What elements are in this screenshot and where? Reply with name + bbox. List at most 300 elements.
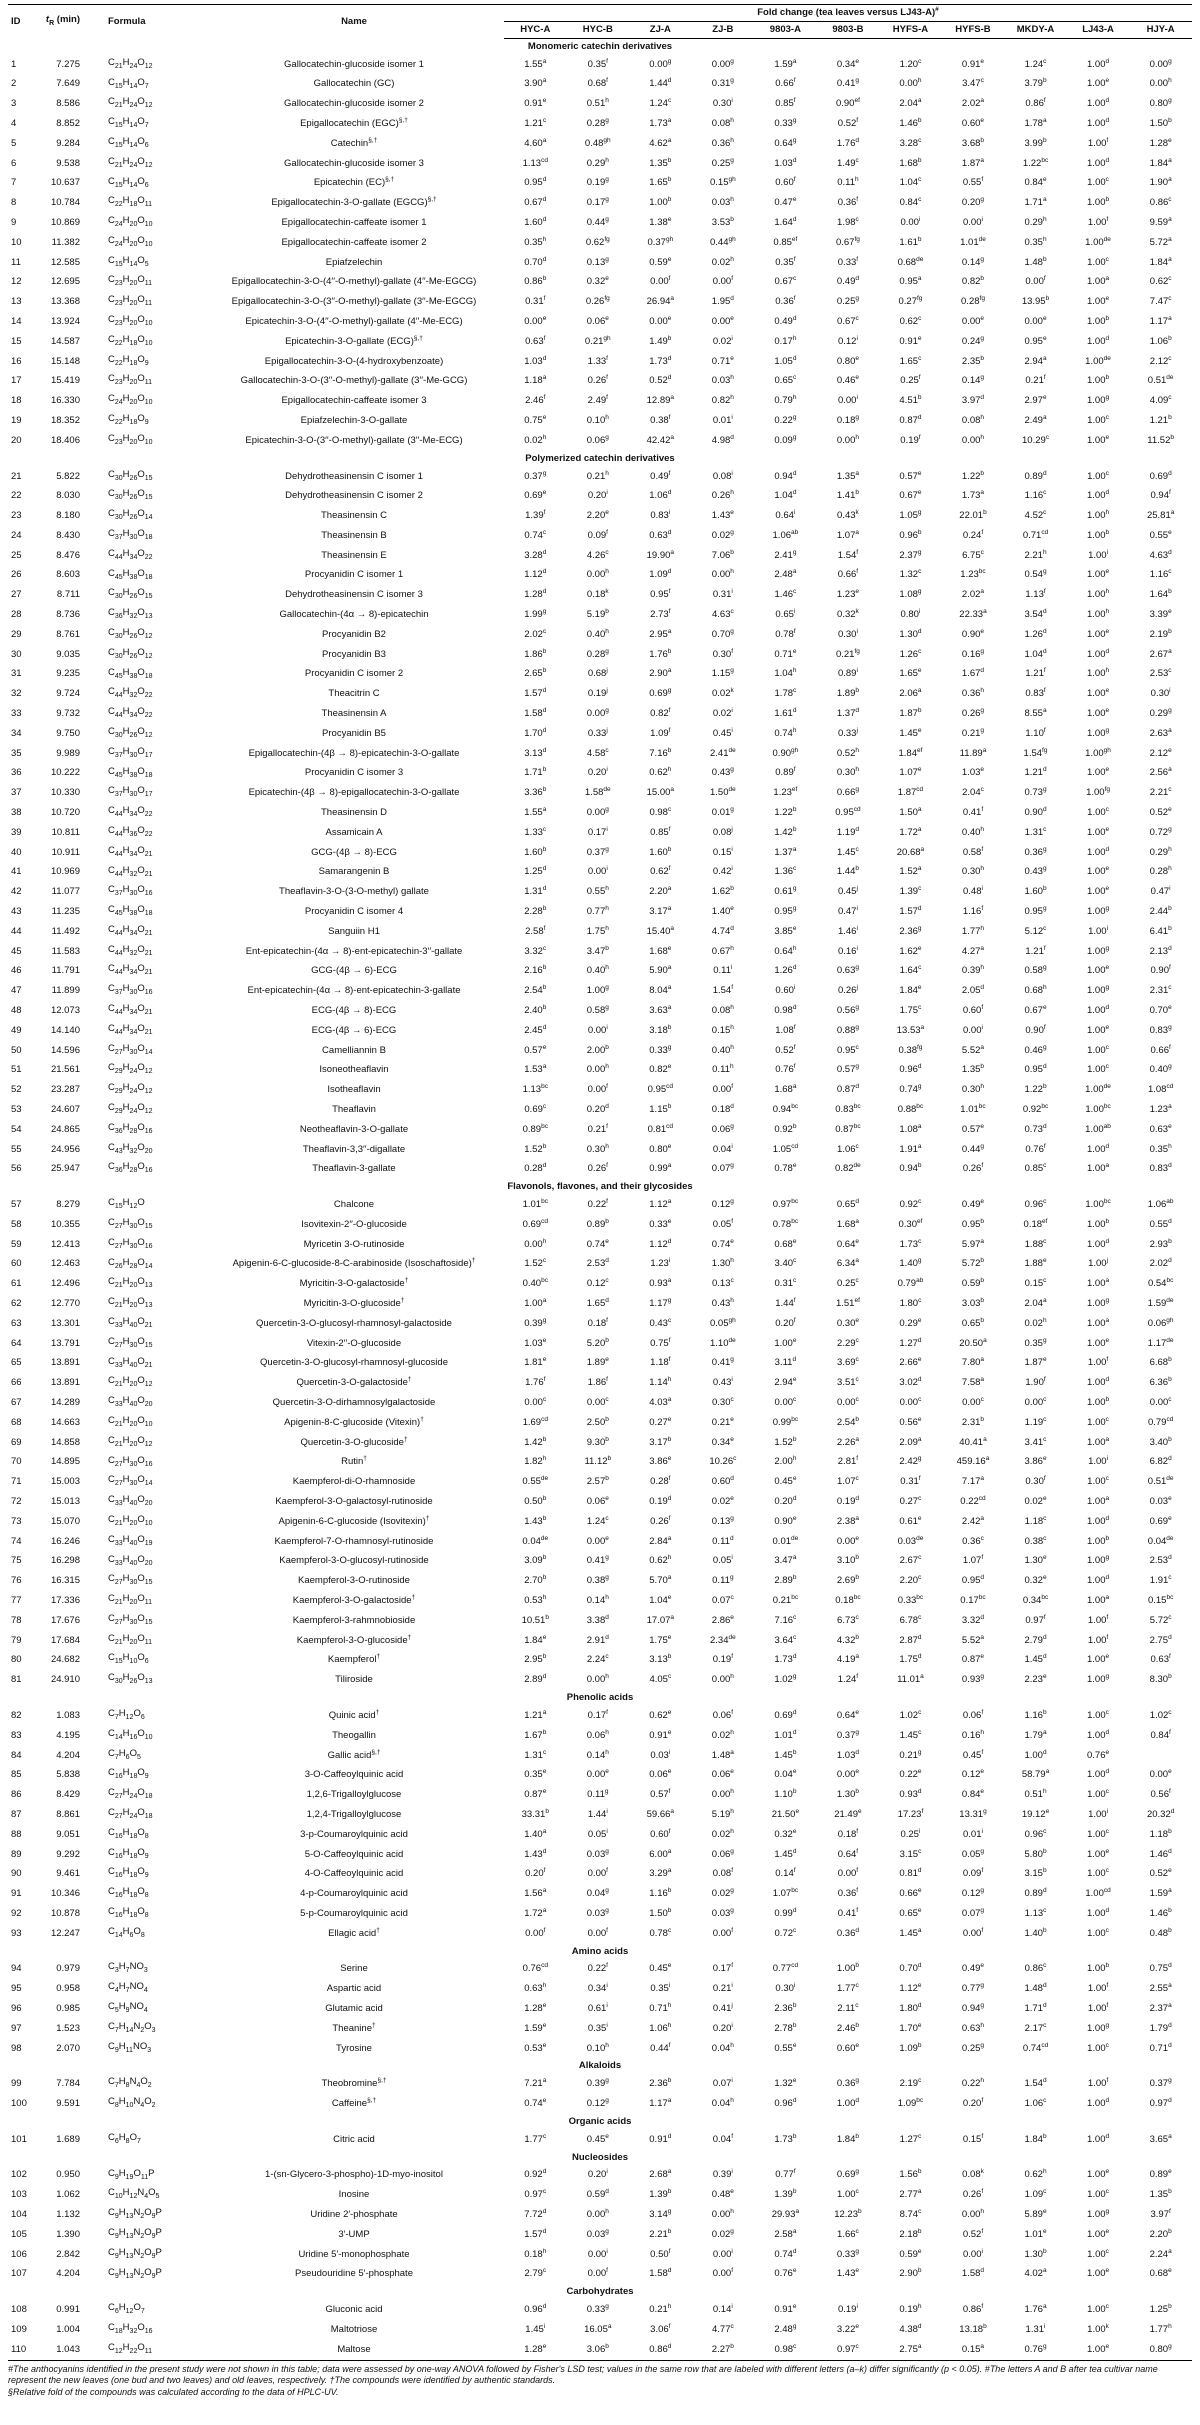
cell-fold-value: 1.61d	[774, 706, 797, 720]
cell-fold-value: 1.00e	[1086, 1847, 1110, 1860]
cell-name: Epigallocatechin-caffeate isomer 2	[281, 236, 427, 248]
cell-id: 60	[11, 1258, 22, 1270]
cell-fold-value: 3.28c	[899, 136, 922, 149]
cell-fold-value: 3.06f	[650, 2322, 671, 2335]
cell-formula: C5H9NO4	[108, 2001, 148, 2014]
cell-fold-value: 0.38f	[650, 413, 671, 426]
cell-tr: 8.861	[56, 1808, 80, 1820]
cell-fold-value: 2.65b	[524, 667, 547, 680]
cell-fold-value: 0.51de	[1147, 374, 1174, 387]
cell-fold-value: 0.55e	[774, 2041, 797, 2054]
cell-fold-value: 4.77c	[711, 2322, 734, 2335]
cell-fold-value: 12.89a	[646, 394, 675, 407]
cell-fold-value: 1.67d	[961, 667, 985, 680]
cell-id: 5	[11, 137, 17, 149]
cell-name: Epigallocatechin-3-O-gallate (EGCG)§,†	[271, 196, 437, 209]
cell-formula: C15H14O7	[108, 116, 149, 129]
cell-formula: C33H40O19	[108, 1533, 153, 1547]
cell-fold-value: 1.00c	[1087, 413, 1109, 426]
cell-fold-value: 3.90a	[524, 77, 547, 90]
cell-fold-value: 0.14i	[712, 2303, 733, 2316]
cell-fold-value: 0.00e	[836, 1768, 859, 1781]
cell-formula: C21H20O12	[108, 1434, 153, 1448]
cell-tr: 24.607	[50, 1104, 80, 1115]
cell-fold-value: 2.06a	[899, 687, 922, 700]
cell-fold-value: 1.00c	[1087, 805, 1109, 819]
table-row	[8, 744, 1192, 764]
cell-id: 16	[11, 355, 22, 367]
cell-fold-value: 0.80e	[836, 354, 859, 367]
cell-fold-value: 0.32e	[1024, 1574, 1047, 1587]
cell-fold-value: 19.90a	[646, 548, 675, 561]
cell-name: Procyanidin C isomer 3	[304, 767, 404, 779]
cell-tr: 14.858	[50, 1436, 80, 1448]
cell-tr: 1.689	[56, 2133, 80, 2145]
cell-fold-value: 1.54d	[1024, 2077, 1047, 2090]
cell-fold-value: 0.60d	[711, 1475, 734, 1488]
cell-fold-value: 0.95f	[650, 588, 671, 601]
cell-fold-value: 1.90f	[1025, 1376, 1046, 1389]
cell-tr: 11.077	[51, 886, 80, 898]
cell-fold-value: 1.00d	[1086, 2096, 1110, 2110]
cell-fold-value: 0.45f	[962, 1748, 984, 1761]
table-row	[8, 1314, 1192, 1334]
cell-fold-value: 1.00e	[1086, 2227, 1110, 2240]
cell-fold-value: 0.82h	[711, 394, 734, 407]
cell-name: Theobromine§,†	[321, 2077, 387, 2090]
cell-fold-value: 1.33c	[524, 825, 547, 838]
cell-fold-value: 2.37g	[899, 548, 922, 561]
cell-name: Theogallin	[332, 1729, 376, 1741]
cell-name: Apigenin-6-C-glucoside (Isovitexin)†	[278, 1514, 430, 1527]
cell-fold-value: 0.65e	[899, 1906, 922, 1919]
cell-fold-value: 0.93d	[899, 1787, 922, 1801]
cell-fold-value: 1.22b	[774, 805, 797, 819]
cell-fold-value: 0.06e	[711, 1768, 734, 1781]
cell-fold-value: 1.87e	[1024, 1356, 1047, 1369]
cell-formula: C7H8N4O2	[108, 2076, 152, 2090]
cell-fold-value: 0.43c	[649, 1316, 672, 1329]
cell-fold-value: 0.77f	[775, 2168, 796, 2181]
cell-fold-value: 0.51de	[1147, 1475, 1174, 1488]
cell-id: 82	[11, 1709, 22, 1721]
cell-fold-value: 1.03d	[836, 1748, 859, 1761]
cell-fold-value: 0.59e	[899, 2247, 922, 2260]
cell-fold-value: 1.00c	[1087, 1708, 1109, 1721]
cell-fold-value: 1.65e	[899, 667, 922, 680]
cell-fold-value: 0.93a	[649, 1277, 672, 1290]
cell-fold-value: 0.26g	[961, 706, 985, 720]
cell-fold-value: 0.36f	[837, 196, 859, 209]
cell-formula: C21H20O13	[108, 1296, 153, 1310]
cell-fold-value: 0.02e	[1024, 1494, 1047, 1508]
table-row	[8, 684, 1192, 704]
cell-fold-value: 1.00bc	[1085, 1102, 1111, 1115]
cell-tr: 13.891	[50, 1377, 80, 1389]
cell-tr: 8.180	[56, 510, 80, 522]
cell-fold-value: 1.14h	[649, 1376, 672, 1389]
cell-fold-value: 0.79h	[774, 394, 797, 407]
cell-fold-value: 0.71d	[1149, 2041, 1172, 2054]
cell-fold-value: 0.86c	[1149, 196, 1172, 209]
table-row	[8, 1413, 1192, 1433]
cell-fold-value: 0.00c	[837, 1395, 859, 1409]
cell-tr: 8.279	[56, 1199, 80, 1211]
cell-fold-value: 6.75c	[962, 548, 984, 561]
cell-fold-value: 0.21h	[649, 2303, 672, 2316]
cell-fold-value: 1.84ef	[898, 746, 923, 759]
cell-fold-value: 0.62e	[649, 1708, 672, 1721]
table-row	[8, 371, 1192, 391]
table-row	[8, 134, 1192, 154]
cell-fold-value: 4.09c	[1149, 394, 1172, 407]
cell-tr: 4.204	[56, 2268, 80, 2280]
cell-fold-value: 2.31b	[961, 1415, 985, 1428]
table-row	[8, 1195, 1192, 1215]
cell-fold-value: 0.38fg	[898, 1043, 923, 1056]
cell-fold-value: 9.30b	[586, 1435, 609, 1448]
cell-fold-value: 1.00a	[1086, 275, 1110, 288]
cell-fold-value: 2.66e	[899, 1356, 922, 1369]
cell-fold-value: 1.28e	[504, 2340, 567, 2360]
cell-fold-value: 0.00e	[836, 1534, 859, 1547]
cell-fold-value: 1.00d	[1086, 2132, 1110, 2145]
cell-fold-value: 0.95e	[1024, 334, 1047, 347]
cell-fold-value: 1.00d	[1024, 1748, 1047, 1761]
cell-fold-value: 1.01bc	[960, 1102, 986, 1115]
cell-tr: 9.591	[56, 2098, 80, 2110]
table-row	[8, 1001, 1192, 1021]
cell-fold-value: 0.35i	[650, 1982, 671, 1995]
cell-formula: C29H24O12	[108, 1102, 153, 1115]
cell-fold-value: 1.00a	[1086, 1316, 1110, 1329]
cell-fold-value: 0.73d	[1024, 1122, 1047, 1135]
cell-fold-value: 1.23e	[836, 588, 859, 601]
cell-fold-value: 0.40bc	[522, 1277, 548, 1290]
cell-name: ECG-(4β → 6)-ECG	[311, 1024, 397, 1036]
table-row	[8, 1159, 1192, 1179]
cell-tr: 9.732	[56, 708, 80, 720]
cell-fold-value: 0.67e	[899, 489, 922, 502]
cell-name: Kaempferol-7-O-rhamnosyl-rutinoside	[274, 1535, 434, 1547]
cell-tr: 12.413	[50, 1238, 80, 1250]
cell-fold-value: 0.20i	[587, 2168, 608, 2181]
cell-fold-value: 0.03de	[897, 1534, 924, 1547]
cell-formula: C36H32O13	[108, 607, 153, 621]
cell-fold-value: 0.00c	[899, 1395, 922, 1409]
cell-id: 23	[11, 510, 22, 522]
cell-fold-value: 1.41b	[836, 489, 859, 502]
cell-fold-value: 2.77a	[899, 2188, 922, 2201]
cell-fold-value: 0.52h	[836, 746, 859, 759]
cell-formula: C45H38O18	[108, 567, 153, 581]
cell-tr: 0.950	[56, 2169, 80, 2181]
cell-id: 68	[11, 1416, 22, 1428]
table-row	[8, 566, 1192, 586]
cell-fold-value: 0.61e	[899, 1514, 922, 1527]
cell-fold-value: 2.37a	[1149, 2001, 1172, 2014]
cell-fold-value: 0.29h	[1024, 215, 1047, 229]
cell-id: 69	[11, 1436, 22, 1448]
cell-fold-value: 6.82d	[1149, 1455, 1172, 1468]
cell-id: 81	[11, 1674, 22, 1686]
cell-id: 22	[11, 490, 22, 502]
cell-fold-value: 2.29c	[837, 1336, 859, 1349]
cell-name: Procyanidin B3	[322, 648, 386, 660]
cell-fold-value: 2.58a	[774, 2227, 797, 2240]
cell-fold-value: 0.00i	[587, 865, 608, 878]
cell-fold-value: 0.00e	[961, 314, 985, 328]
cell-fold-value: 1.23bc	[960, 568, 986, 581]
cell-fold-value: 0.55de	[522, 1475, 549, 1488]
cell-fold-value: 0.01g	[711, 805, 734, 819]
cell-fold-value: 0.29h	[586, 156, 609, 169]
cell-fold-value: 4.63c	[711, 607, 734, 621]
cell-fold-value: 0.71cd	[1022, 528, 1049, 541]
cell-fold-value: 0.00f	[1025, 275, 1046, 288]
cell-fold-value: 0.00g	[586, 706, 609, 720]
cell-tr: 12.073	[50, 1005, 80, 1017]
cell-fold-value: 2.81f	[837, 1455, 859, 1468]
cell-fold-value: 0.00f	[712, 275, 734, 288]
cell-formula: C9H19O11P	[108, 2167, 155, 2181]
cell-fold-value: 0.87d	[836, 1083, 859, 1096]
cell-fold-value: 2.13d	[1149, 944, 1172, 957]
cell-fold-value: 3.11d	[774, 1356, 797, 1369]
cell-tr: 16.246	[50, 1535, 80, 1547]
cell-fold-value: 0.55e	[1149, 528, 1172, 541]
cell-fold-value: 0.26f	[650, 1514, 671, 1527]
cell-fold-value: 0.13c	[711, 1277, 734, 1290]
cell-tr: 8.429	[56, 1789, 80, 1801]
cell-fold-value: 0.04i	[712, 1142, 733, 1155]
cell-fold-value: 0.19d	[649, 1494, 672, 1508]
cell-fold-value: 0.28h	[1149, 865, 1172, 878]
cell-fold-value: 0.75d	[1149, 1962, 1172, 1975]
cell-name: Epigallocatechin-3-O-(3′′-O-methyl)-gallate (3′′-Me-EGCG)	[231, 296, 477, 308]
cell-tr: 18.352	[50, 415, 80, 426]
cell-fold-value: 1.20c	[899, 57, 922, 70]
table-row	[8, 1041, 1192, 1061]
cell-fold-value: 2.11c	[837, 2001, 859, 2014]
cell-fold-value: 2.02a	[961, 97, 985, 110]
cell-fold-value: 3.32d	[961, 1613, 985, 1626]
cell-fold-value: 0.74h	[774, 726, 797, 739]
cell-fold-value: 1.31d	[524, 885, 547, 898]
cell-formula: C27H24O18	[108, 1806, 153, 1820]
cell-fold-value: 0.35f	[587, 57, 608, 70]
cell-tr: 8.761	[56, 628, 80, 640]
cell-fold-value: 0.21g	[961, 726, 985, 739]
cell-fold-value: 1.19c	[1024, 1415, 1047, 1428]
cell-tr: 17.676	[50, 1614, 80, 1626]
cell-fold-value: 1.89b	[836, 687, 859, 700]
cell-fold-value: 1.87a	[961, 156, 985, 169]
cell-fold-value: 0.44g	[586, 215, 609, 229]
table-row	[8, 1453, 1192, 1473]
cell-fold-value: 1.44i	[587, 1807, 608, 1820]
cell-fold-value: 0.52e	[1149, 805, 1172, 819]
cell-fold-value: 2.56a	[1149, 766, 1172, 779]
cell-fold-value: 0.76f	[775, 1063, 796, 1076]
cell-fold-value: 0.90gh	[772, 746, 799, 759]
cell-fold-value: 1.00e	[1086, 627, 1110, 640]
table-row	[8, 1472, 1192, 1492]
cell-fold-value: 2.16b	[524, 964, 547, 977]
cell-fold-value: 4.03a	[649, 1395, 672, 1409]
table-row	[8, 1512, 1192, 1532]
cell-id: 43	[11, 906, 22, 918]
cell-fold-value: 1.64c	[899, 964, 922, 977]
cell-fold-value: 0.00e	[711, 314, 734, 328]
cell-fold-value: 1.15g	[711, 667, 734, 680]
cell-tr: 4.195	[56, 1729, 80, 1741]
cell-fold-value: 0.60f	[962, 1003, 984, 1017]
cell-fold-value: 0.00h	[836, 433, 859, 446]
cell-fold-value: 0.68f	[587, 77, 608, 90]
cell-id: 106	[11, 2248, 27, 2260]
cell-fold-value: 15.40a	[646, 924, 675, 937]
cell-fold-value: 1.06c	[1024, 2096, 1047, 2110]
cell-fold-value: 8.04a	[649, 984, 672, 997]
cell-fold-value: 10.51b	[521, 1613, 549, 1626]
cell-formula: C22H18O9	[108, 413, 149, 426]
cell-fold-value: 0.74cd	[1022, 2041, 1049, 2054]
cell-formula: C44H34O22	[108, 706, 153, 720]
cell-tr: 16.298	[50, 1555, 80, 1567]
cell-fold-value: 3.41c	[1024, 1435, 1047, 1448]
cell-fold-value: 2.17c	[1024, 2021, 1047, 2034]
cell-id: 104	[11, 2209, 27, 2221]
cell-fold-value: 2.89d	[524, 1673, 547, 1686]
cell-name: Gallocatechin (GC)	[313, 78, 395, 90]
table-row	[8, 843, 1192, 863]
cell-fold-value: 3.15b	[1024, 1867, 1047, 1880]
cell-fold-value: 0.17i	[587, 825, 608, 838]
col-id: ID	[8, 5, 34, 39]
table-row	[8, 272, 1192, 292]
cell-fold-value: 0.29h	[1149, 845, 1172, 858]
cell-fold-value: 1.09f	[650, 726, 671, 739]
col-sample: HYFS-B	[942, 21, 1005, 38]
cell-fold-value: 1.28e	[524, 2001, 547, 2014]
cell-fold-value: 1.16c	[1149, 568, 1172, 581]
cell-fold-value: 1.00g	[1086, 984, 1110, 997]
cell-fold-value: 1.43d	[524, 1847, 547, 1860]
table-row	[8, 2130, 1192, 2150]
cell-fold-value: 0.37g	[586, 845, 609, 858]
cell-formula: C16H18O9	[108, 1846, 149, 1860]
table-row	[8, 1631, 1192, 1651]
cell-tr: 2.070	[56, 2042, 80, 2054]
cell-fold-value: 0.76e	[1086, 1748, 1110, 1761]
cell-fold-value: 3.02d	[899, 1376, 922, 1389]
table-row	[8, 1726, 1192, 1746]
cell-fold-value: 0.00e	[1024, 314, 1047, 328]
cell-id: 50	[11, 1044, 22, 1056]
cell-fold-value: 0.98c	[754, 2340, 817, 2360]
cell-name: Procyanidin C isomer 4	[304, 906, 404, 918]
cell-name: ECG-(4β → 8)-ECG	[311, 1005, 397, 1017]
cell-fold-value: 1.70d	[524, 726, 547, 739]
table-row	[8, 1492, 1192, 1512]
cell-fold-value: 1.17a	[649, 2096, 672, 2110]
cell-tr: 14.140	[50, 1024, 80, 1036]
cell-name: Gallic acid§,†	[327, 1748, 381, 1761]
cell-fold-value: 0.14h	[586, 1593, 609, 1607]
cell-fold-value: 0.47i	[1150, 885, 1171, 898]
cell-fold-value: 0.04g	[586, 1886, 609, 1900]
cell-fold-value: 1.00i	[1088, 1807, 1109, 1820]
cell-tr: 16.330	[50, 395, 80, 407]
table-row	[8, 292, 1192, 312]
cell-tr: 24.865	[50, 1123, 80, 1135]
cell-fold-value: 17.23f	[897, 1807, 924, 1820]
cell-fold-value: 0.56g	[836, 1003, 859, 1017]
cell-tr: 4.204	[56, 1749, 80, 1761]
cell-fold-value: 2.24a	[1149, 2247, 1172, 2260]
cell-fold-value: 0.00e	[649, 314, 672, 328]
cell-fold-value: 0.02h	[711, 1827, 734, 1840]
cell-fold-value: 1.04d	[774, 489, 797, 502]
cell-fold-value: 0.02h	[524, 433, 547, 446]
cell-id: 47	[11, 985, 22, 997]
table-row	[8, 75, 1192, 95]
table-row	[8, 665, 1192, 685]
cell-fold-value: 1.57d	[899, 904, 922, 918]
cell-fold-value: 1.24c	[586, 1514, 609, 1527]
cell-fold-value: 0.51h	[1024, 1787, 1047, 1801]
cell-fold-value: 0.00c	[586, 1395, 609, 1409]
cell-fold-value: 1.42b	[524, 1435, 547, 1448]
table-row	[8, 783, 1192, 803]
cell-fold-value: 1.00f	[1087, 1982, 1109, 1995]
cell-fold-value: 16.05a	[584, 2322, 612, 2335]
cell-fold-value: 2.67c	[899, 1554, 922, 1567]
cell-fold-value: 0.60e	[836, 2041, 859, 2054]
cell-fold-value: 1.99g	[524, 607, 547, 621]
cell-id: 74	[11, 1535, 22, 1547]
cell-fold-value: 1.52b	[774, 1435, 797, 1448]
cell-fold-value: 6.68b	[1149, 1356, 1172, 1369]
cell-fold-value: 3.79b	[1024, 77, 1047, 90]
cell-fold-value: 1.00g	[1086, 394, 1110, 407]
cell-fold-value: 0.02i	[712, 334, 733, 347]
cell-fold-value: 0.80e	[649, 1142, 672, 1155]
cell-tr: 24.682	[50, 1654, 80, 1666]
cell-name: 1,2,6-Trigalloylglucose	[306, 1789, 402, 1801]
cell-fold-value: 1.00d	[1086, 1768, 1110, 1781]
cell-fold-value: 1.00e	[1086, 1653, 1110, 1666]
cell-fold-value: 0.02g	[711, 1886, 734, 1900]
cell-fold-value: 0.21h	[586, 469, 609, 482]
cell-fold-value: 1.00d	[1086, 1237, 1110, 1250]
cell-fold-value: 2.19c	[899, 2077, 922, 2090]
table-row	[8, 1235, 1192, 1255]
cell-fold-value: 15.00a	[646, 786, 675, 799]
cell-fold-value: 1.00d	[1086, 334, 1110, 347]
cell-fold-value: 0.07g	[711, 1162, 734, 1175]
cell-fold-value: 5.89e	[1024, 2207, 1047, 2221]
cell-id: 4	[11, 118, 17, 130]
cell-tr: 5.822	[56, 470, 80, 482]
section-title: Amino acids	[571, 1945, 629, 1957]
table-row	[8, 625, 1192, 645]
cell-fold-value: 1.00e	[1086, 885, 1110, 898]
cell-fold-value: 0.36f	[775, 295, 796, 308]
cell-name: 1,2,4-Trigalloylglucose	[306, 1808, 402, 1820]
cell-formula: C27H24O18	[108, 1787, 153, 1801]
